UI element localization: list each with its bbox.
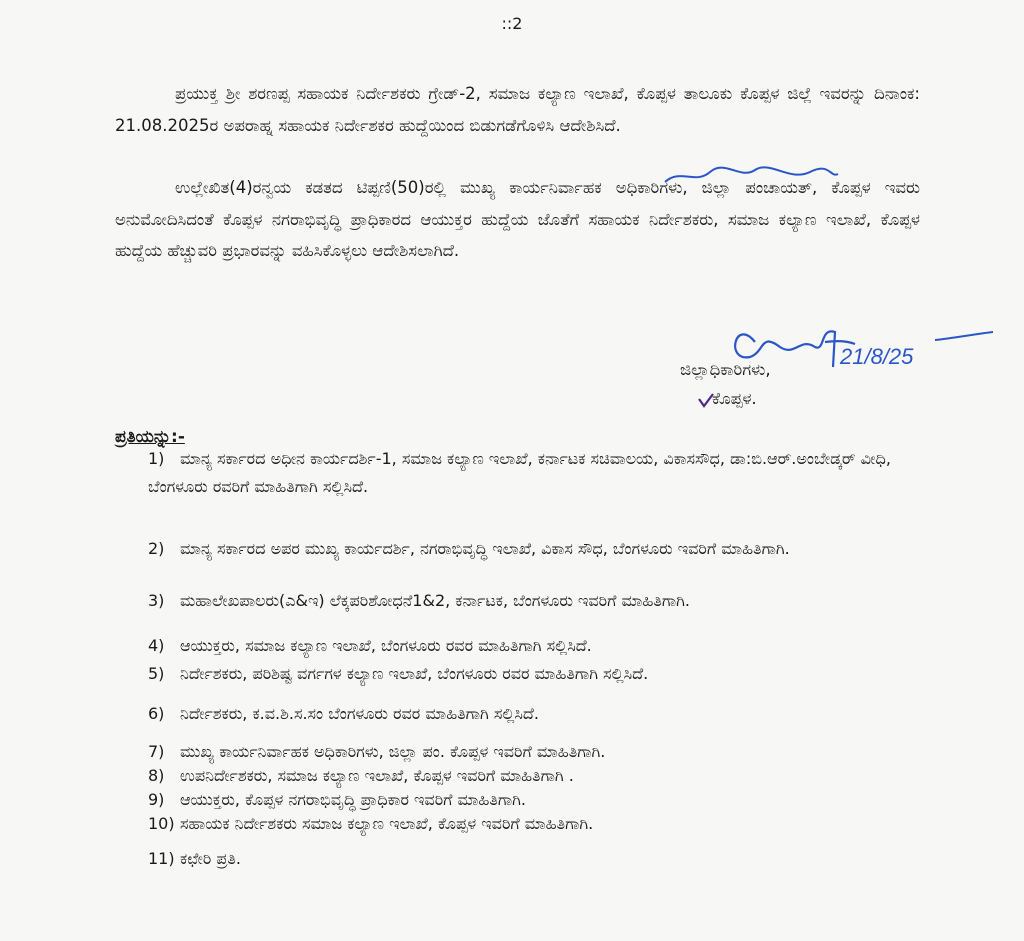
designation-place: ಕೊಪ್ಪಳ. [712,389,757,408]
list-item: 6) ನಿರ್ದೇಶಕರು, ಕ.ವ.ಶಿ.ಸ.ಸಂ ಬೆಂಗಳೂರು ರವರ ಮಾಹಿತಿಗಾಗಿ ಸಲ್ಲಿಸಿದೆ. [148,704,539,723]
paragraph-1-text: ಪ್ರಯುಕ್ತ ಶ್ರೀ ಶರಣಪ್ಪ ಸಹಾಯಕ ನಿರ್ದೇಶಕರು ಗ್ರೇಡ್-2, ಸಮಾಜ ಕಲ್ಯಾಣ ಇಲಾಖೆ, ಕೊಪ್ಪಳ ತಾಲೂಕು ಕೊಪ್ಪಳ ಜಿಲ್ಲೆ ಇವರನ್ನು ದಿನಾಂಕ: 21.08.2025ರ ಅಪರಾಹ್ನ ಸಹಾಯಕ ನಿರ್ದೇಶಕರ ಹುದ್ದೆಯಿಂದ ಬಿಡುಗಡೆಗೊಳಿಸಿ ಆದೇಶಿಸಿದೆ. [115,84,920,135]
signature-icon [725,312,995,392]
list-item: 10) ಸಹಾಯಕ ನಿರ್ದೇಶಕರು ಸಮಾಜ ಕಲ್ಯಾಣ ಇಲಾಖೆ, ಕೊಪ್ಪಳ ಇವರಿಗೆ ಮಾಹಿತಿಗಾಗಿ. [148,814,594,833]
page-number: ::2 [501,14,523,33]
list-item: 5) ನಿರ್ದೇಶಕರು, ಪರಿಶಿಷ್ಟ ವರ್ಗಗಳ ಕಲ್ಯಾಣ ಇಲಾಖೆ, ಬೆಂಗಳೂರು ರವರ ಮಾಹಿತಿಗಾಗಿ ಸಲ್ಲಿಸಿದೆ. [148,664,649,683]
list-item: 4) ಆಯುಕ್ತರು, ಸಮಾಜ ಕಲ್ಯಾಣ ಇಲಾಖೆ, ಬೆಂಗಳೂರು ರವರ ಮಾಹಿತಿಗಾಗಿ ಸಲ್ಲಿಸಿದೆ. [148,636,592,655]
copy-to-heading: ಪ್ರತಿಯನ್ನು:- [115,427,185,447]
signature-date: 21/8/25 [840,344,914,369]
list-item: 1) ಮಾನ್ಯ ಸರ್ಕಾರದ ಅಧೀನ ಕಾರ್ಯದರ್ಶಿ-1, ಸಮಾಜ ಕಲ್ಯಾಣ ಇಲಾಖೆ, ಕರ್ನಾಟಕ ಸಚಿವಾಲಯ, ವಿಕಾಸಸೌಧ, ಡಾ:ಬಿ.ಆರ್.ಅಂಬೇಡ್ಕರ್ ವೀಧಿ, ಬೆಂಗಳೂರು ರವರಿಗೆ ಮಾಹಿತಿಗಾಗಿ ಸಲ್ಲಿಸಿದೆ. [148,449,891,496]
list-item: 3) ಮಹಾಲೇಖಪಾಲರು(ಎ&ಇ) ಲೆಕ್ಕಪರಿಶೋಧನೆ1&2, ಕರ್ನಾಟಕ, ಬೆಂಗಳೂರು ಇವರಿಗೆ ಮಾಹಿತಿಗಾಗಿ. [148,591,690,610]
list-item: 2) ಮಾನ್ಯ ಸರ್ಕಾರದ ಅಪರ ಮುಖ್ಯ ಕಾರ್ಯದರ್ಶಿ, ನಗರಾಭಿವೃದ್ಧಿ ಇಲಾಖೆ, ವಿಕಾಸ ಸೌಧ, ಬೆಂಗಳೂರು ಇವರಿಗೆ ಮಾಹಿತಿಗಾಗಿ. [148,539,790,558]
list-item: 8) ಉಪನಿರ್ದೇಶಕರು, ಸಮಾಜ ಕಲ್ಯಾಣ ಇಲಾಖೆ, ಕೊಪ್ಪಳ ಇವರಿಗೆ ಮಾಹಿತಿಗಾಗಿ . [148,766,574,785]
list-item: 11) ಕಛೇರಿ ಪ್ರತಿ. [148,849,241,868]
designation-title: ಜಿಲ್ಲಾಧಿಕಾರಿಗಳು, [680,360,771,379]
list-item: 9) ಆಯುಕ್ತರು, ಕೊಪ್ಪಳ ನಗರಾಭಿವೃದ್ಧಿ ಪ್ರಾಧಿಕಾರ ಇವರಿಗೆ ಮಾಹಿತಿಗಾಗಿ. [148,790,527,809]
paragraph-additional-charge [115,172,920,267]
paragraph-release-order [115,78,920,141]
list-item: 7) ಮುಖ್ಯ ಕಾರ್ಯನಿರ್ವಾಹಕ ಅಧಿಕಾರಿಗಳು, ಜಿಲ್ಲಾ ಪಂ. ಕೊಪ್ಪಳ ಇವರಿಗೆ ಮಾಹಿತಿಗಾಗಿ. [148,742,606,761]
paragraph-2-text: ಉಲ್ಲೇಖಿತ(4)ರನ್ವಯ ಕಡತದ ಟಿಪ್ಪಣಿ(50)ರಲ್ಲಿ ಮುಖ್ಯ ಕಾರ್ಯನಿರ್ವಾಹಕ ಅಧಿಕಾರಿಗಳು, ಜಿಲ್ಲಾ ಪಂಚಾಯತ್, ಕೊಪ್ಪಳ ಇವರು ಅನುಮೋದಿಸಿದಂತೆ ಕೊಪ್ಪಳ ನಗರಾಭಿವೃದ್ಧಿ ಪ್ರಾಧಿಕಾರದ ಆಯುಕ್ತರ ಹುದ್ದೆಯ ಜೊತೆಗೆ ಸಹಾಯಕ ನಿರ್ದೇಶಕರು, ಸಮಾಜ ಕಲ್ಯಾಣ ಇಲಾಖೆ, ಕೊಪ್ಪಳ ಹುದ್ದೆಯ ಹೆಚ್ಚುವರಿ ಪ್ರಭಾರವನ್ನು ವಹಿಸಿಕೊಳ್ಳಲು ಆದೇಶಿಸಲಾಗಿದೆ. [115,178,920,260]
